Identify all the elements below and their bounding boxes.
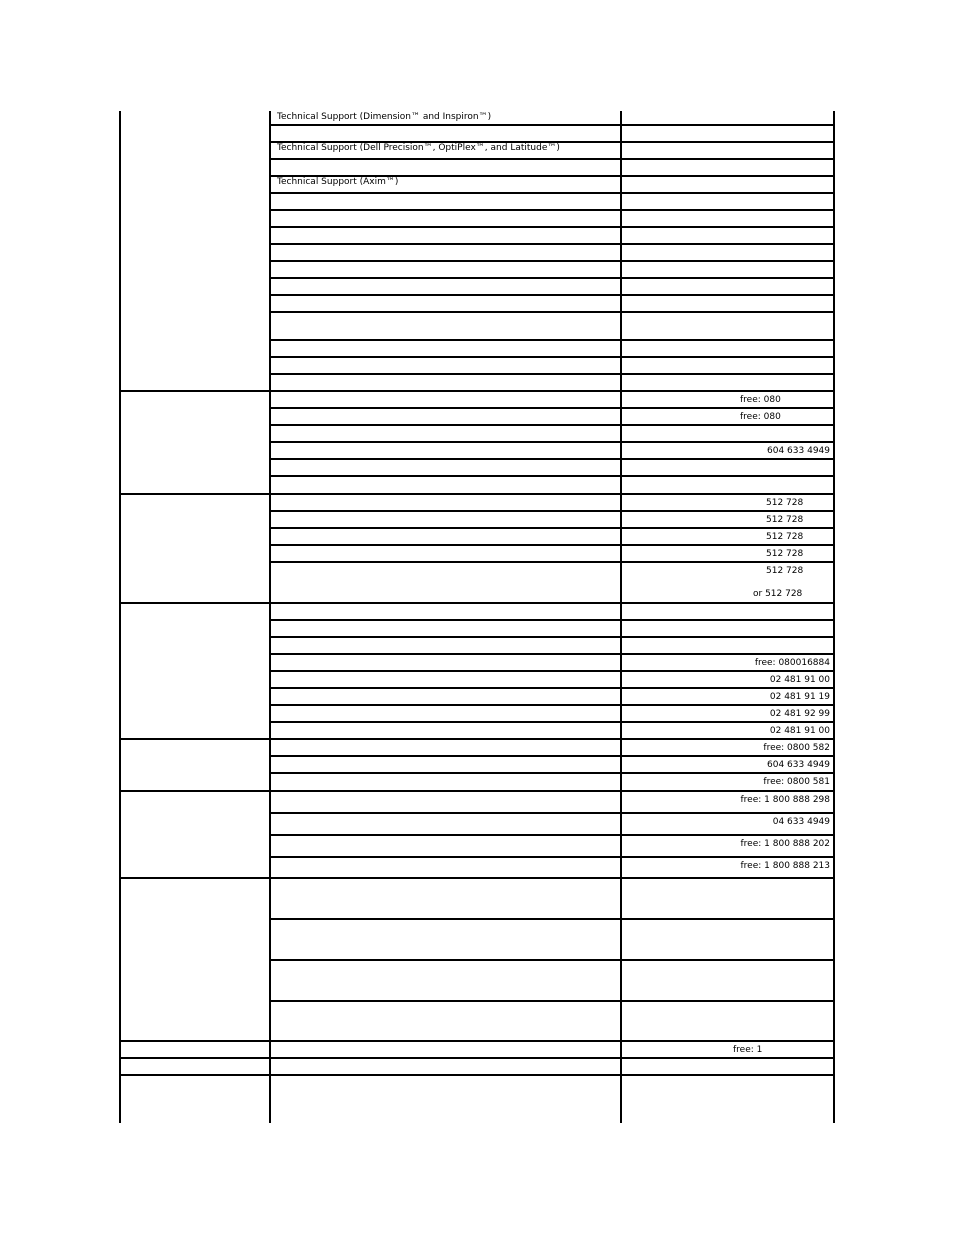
row-separator <box>269 856 835 858</box>
phone-number: 512 728 <box>766 515 804 525</box>
row-separator <box>119 1057 835 1059</box>
row-separator <box>269 124 835 126</box>
service-label: Technical Support (Dell Precision™, OptiPlex™, and Latitude™) <box>277 143 560 153</box>
phone-number: 604 633 4949 <box>767 446 830 456</box>
phone-number: 512 728 <box>766 532 804 542</box>
row-separator <box>119 738 835 740</box>
phone-number: 02 481 91 19 <box>769 692 830 702</box>
row-separator <box>269 441 835 443</box>
row-separator <box>269 510 835 512</box>
phone-number: free: 0800 581 <box>763 777 830 787</box>
phone-number: 604 633 4949 <box>767 760 830 770</box>
row-separator <box>269 544 835 546</box>
row-separator <box>269 755 835 757</box>
row-separator <box>119 1074 835 1076</box>
row-separator <box>269 226 835 228</box>
phone-number: free: 080016884 <box>754 658 830 668</box>
row-separator <box>269 475 835 477</box>
contact-table <box>119 111 835 1123</box>
row-separator <box>269 687 835 689</box>
row-separator <box>269 636 835 638</box>
row-separator <box>269 721 835 723</box>
row-separator <box>269 277 835 279</box>
row-separator <box>119 390 835 392</box>
row-separator <box>269 812 835 814</box>
column-divider-1 <box>269 111 271 1123</box>
row-separator <box>269 918 835 920</box>
row-separator <box>269 1000 835 1002</box>
row-separator <box>269 158 835 160</box>
phone-number: free: 0800 582 <box>763 743 830 753</box>
column-divider-2 <box>620 111 622 1123</box>
row-separator <box>269 356 835 358</box>
row-separator <box>269 373 835 375</box>
row-separator <box>269 407 835 409</box>
phone-number-alt: or 512 728 <box>753 589 803 599</box>
row-separator <box>269 653 835 655</box>
row-separator <box>269 527 835 529</box>
row-separator <box>269 192 835 194</box>
phone-number: 02 481 91 00 <box>769 675 830 685</box>
phone-number: free: 080 <box>740 412 781 422</box>
table-right-border <box>833 111 835 1123</box>
phone-number: 512 728 <box>766 498 804 508</box>
row-separator <box>269 619 835 621</box>
service-label: Technical Support (Dimension™ and Inspiron™) <box>277 112 492 122</box>
row-separator <box>269 424 835 426</box>
phone-number: free: 1 800 888 298 <box>740 795 830 805</box>
row-separator <box>269 294 835 296</box>
row-separator <box>119 493 835 495</box>
row-separator <box>269 243 835 245</box>
phone-number: free: 1 800 888 213 <box>740 861 830 871</box>
row-separator <box>269 670 835 672</box>
table-left-border <box>119 111 121 1123</box>
row-separator <box>269 339 835 341</box>
row-separator <box>119 877 835 879</box>
phone-number: free: 1 800 888 202 <box>740 839 830 849</box>
row-separator <box>269 959 835 961</box>
phone-number: 02 481 91 00 <box>769 726 830 736</box>
phone-number: 512 728 <box>766 566 804 576</box>
phone-number: 02 481 92 99 <box>769 709 830 719</box>
row-separator <box>269 772 835 774</box>
row-separator <box>269 458 835 460</box>
row-separator <box>119 602 835 604</box>
service-label: Technical Support (Axim™) <box>277 177 399 187</box>
row-separator <box>269 209 835 211</box>
row-separator <box>269 561 835 563</box>
row-separator <box>269 311 835 313</box>
phone-number: free: 080 <box>740 395 781 405</box>
row-separator <box>119 1040 835 1042</box>
row-separator <box>119 790 835 792</box>
row-separator <box>269 834 835 836</box>
phone-number: 04 633 4949 <box>772 817 830 827</box>
phone-number: 512 728 <box>766 549 804 559</box>
phone-number: free: 1 <box>733 1045 763 1055</box>
row-separator <box>269 260 835 262</box>
row-separator <box>269 704 835 706</box>
